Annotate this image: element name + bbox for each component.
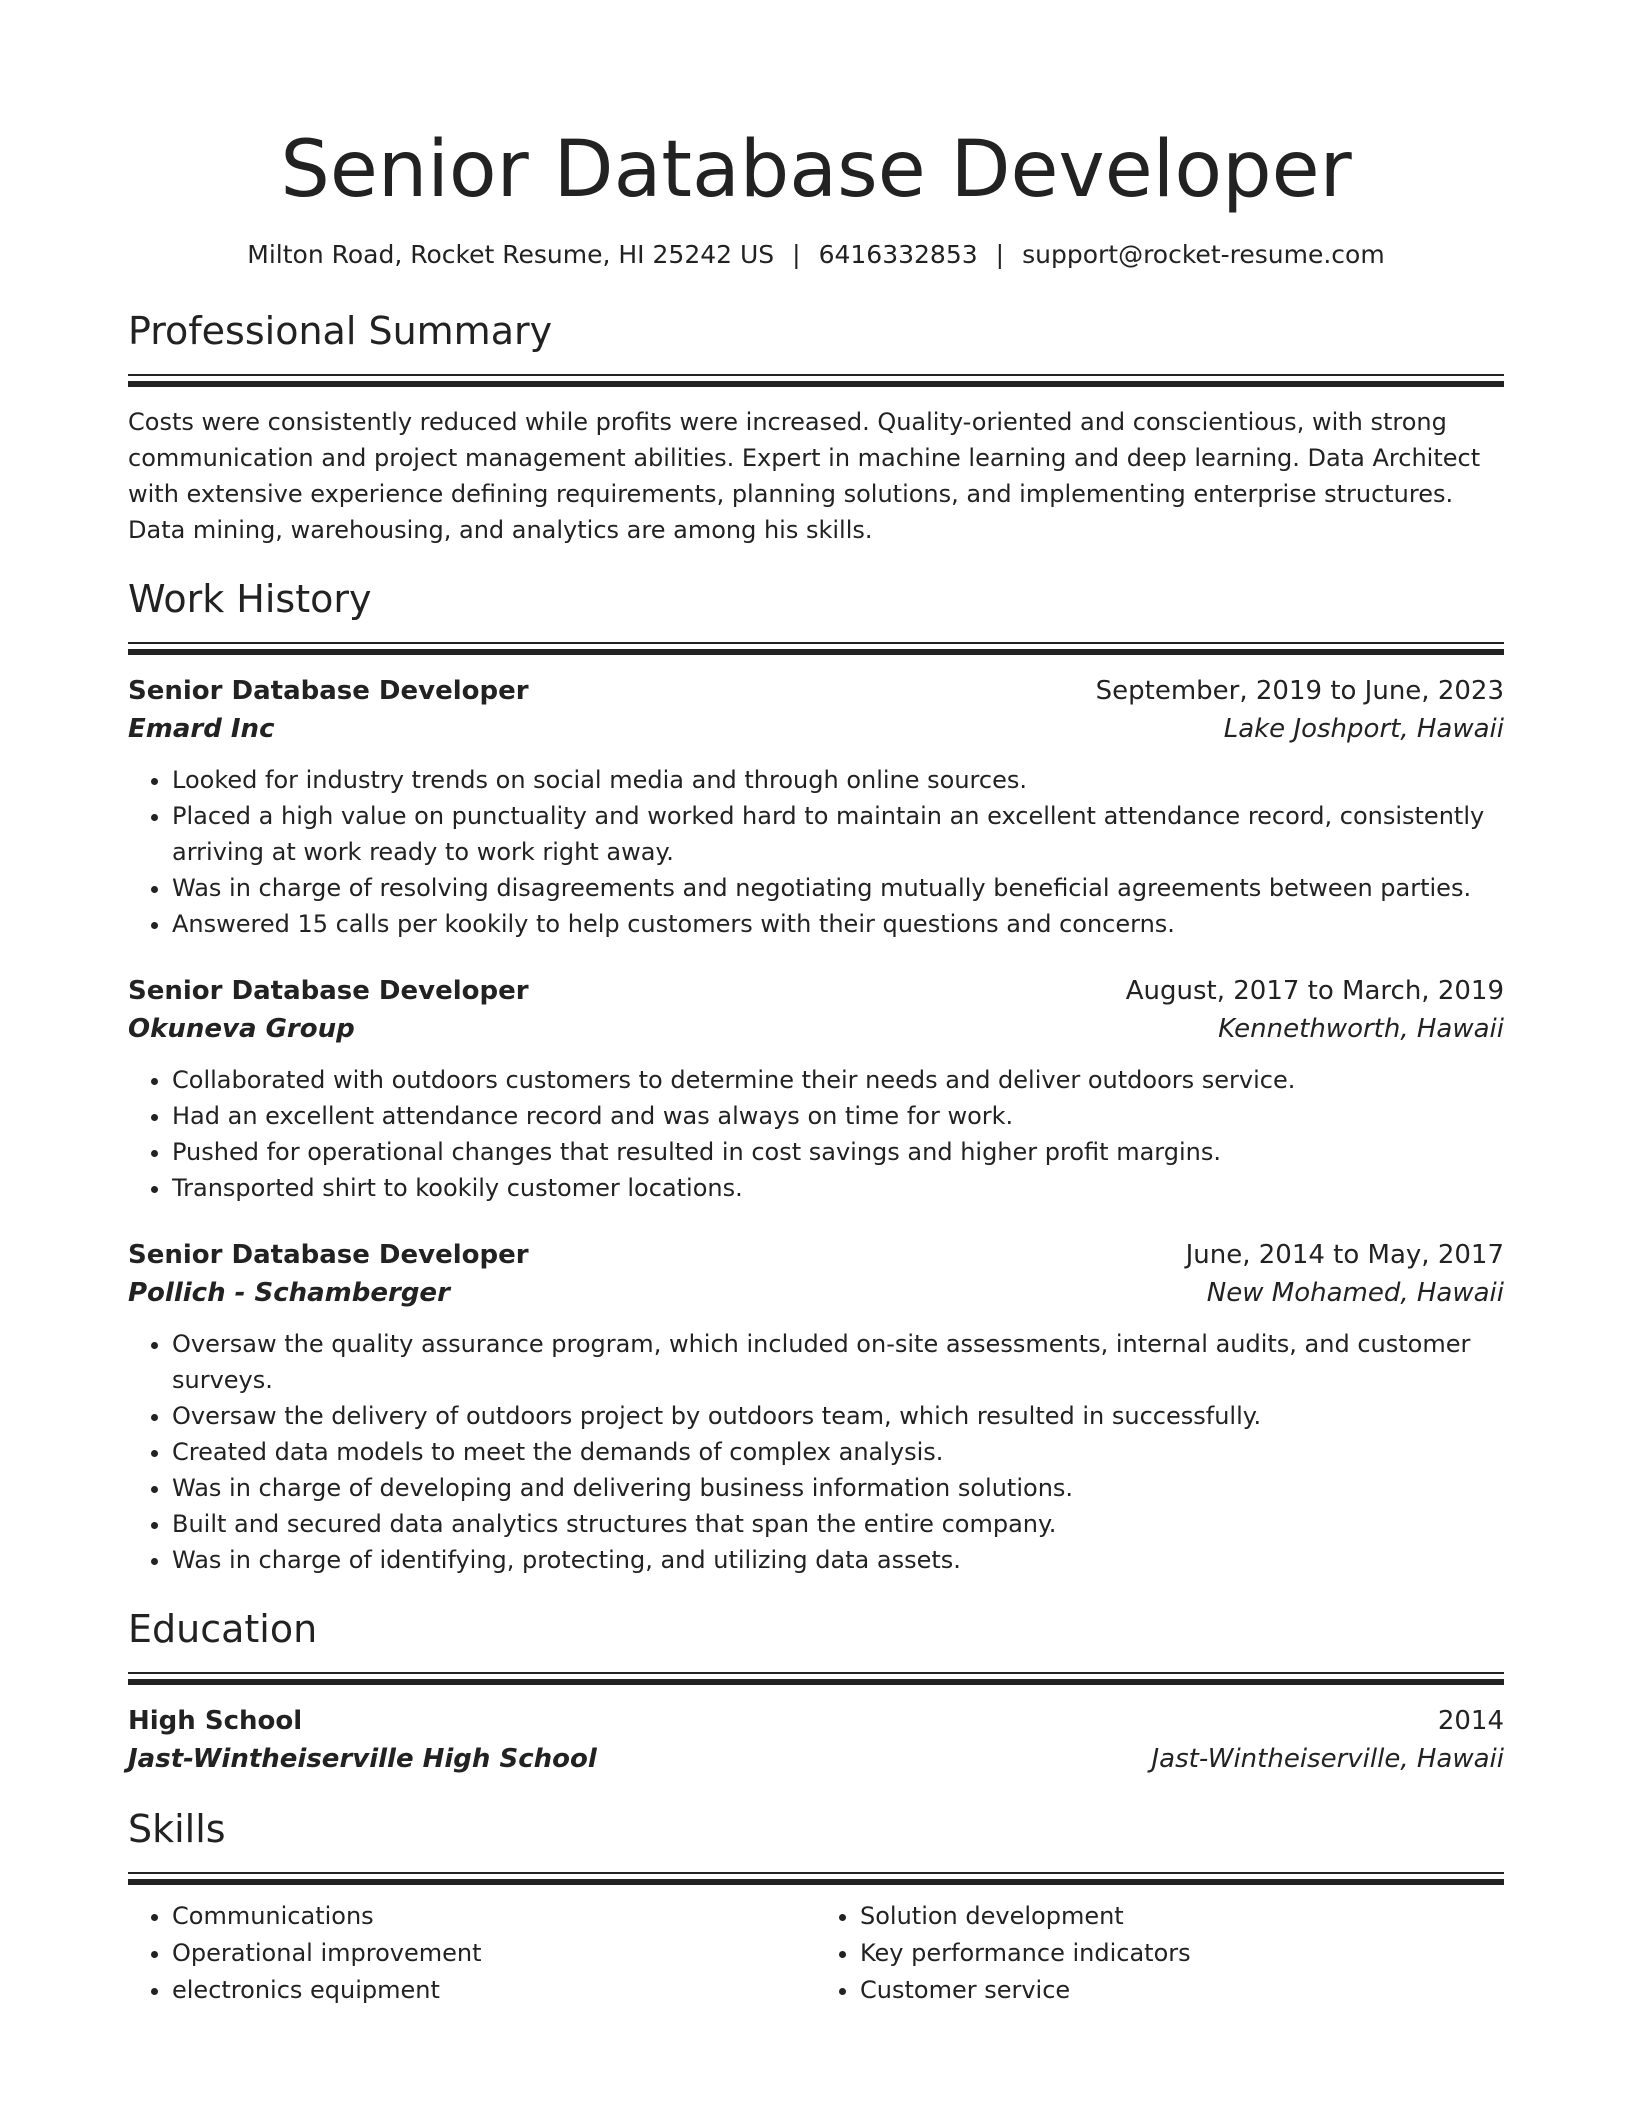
list-item: • electronics equipment (172, 1972, 816, 2009)
section-title-work-history: Work History (128, 577, 372, 621)
list-item: • Collaborated with outdoors customers to determine their needs and deliver outdoors service. (172, 1062, 1504, 1098)
job-entry (128, 1236, 1504, 1578)
section-divider (128, 1872, 1504, 1884)
list-item: • Oversaw the quality assurance program, which included on-site assessments, internal audits, and customer surveys. (172, 1326, 1504, 1398)
list-item: • Had an excellent attendance record and was always on time for work. (172, 1098, 1504, 1134)
skills-list-right (816, 1898, 1504, 2009)
list-item: • Customer service (860, 1972, 1504, 2009)
education-location: Jast-Wintheiserville, Hawaii (1151, 1744, 1504, 1774)
summary-section (128, 308, 1504, 548)
job-location: Kennethworth, Hawaii (1218, 1014, 1504, 1044)
section-divider (128, 374, 1504, 386)
education-section (128, 1606, 1504, 1778)
education-school-row (128, 1740, 1504, 1778)
job-company-row (128, 710, 1504, 748)
job-header-row (128, 972, 1504, 1010)
section-title-summary: Professional Summary (128, 309, 553, 353)
job-entry (128, 672, 1504, 942)
education-header-row (128, 1702, 1504, 1740)
skills-column-left (128, 1898, 816, 2009)
section-divider (128, 642, 1504, 654)
job-header-row (128, 1236, 1504, 1274)
job-entry (128, 972, 1504, 1206)
section-divider (128, 1672, 1504, 1684)
job-company: Pollich - Schamberger (128, 1278, 450, 1308)
job-dates: June, 2014 to May, 2017 (1185, 1240, 1504, 1270)
education-school: Jast-Wintheiserville High School (128, 1744, 597, 1774)
list-item: • Oversaw the delivery of outdoors project by outdoors team, which resulted in successfully. (172, 1398, 1504, 1434)
list-item: • Was in charge of identifying, protecting, and utilizing data assets. (172, 1542, 1504, 1578)
job-bullets (128, 1326, 1504, 1578)
skills-columns (128, 1898, 1504, 2009)
skills-column-right (816, 1898, 1504, 2009)
job-position: Senior Database Developer (128, 976, 529, 1006)
education-entry (128, 1702, 1504, 1778)
list-item: • Was in charge of resolving disagreements and negotiating mutually beneficial agreements between parties. (172, 870, 1504, 906)
job-bullets (128, 1062, 1504, 1206)
job-location: New Mohamed, Hawaii (1206, 1278, 1504, 1308)
job-position: Senior Database Developer (128, 1240, 529, 1270)
work-history-section (128, 576, 1504, 1578)
education-year: 2014 (1437, 1706, 1504, 1736)
skills-list-left (128, 1898, 816, 2009)
list-item: • Created data models to meet the demands of complex analysis. (172, 1434, 1504, 1470)
section-title-skills: Skills (128, 1807, 226, 1851)
section-title-education: Education (128, 1607, 318, 1651)
summary-text: Costs were consistently reduced while profits were increased. Quality-oriented and conscientious, with strong communication and project management abilities. Expert in machine learning and deep learning. Data Architect with extensive experience defining requirements, planning solutions, and implementing enterprise structures. Data mining, warehousing, and analytics are among his skills. (128, 408, 1481, 544)
contact-separator: | (792, 240, 801, 269)
list-item: • Operational improvement (172, 1935, 816, 1972)
contact-line (128, 238, 1504, 272)
job-company: Emard Inc (128, 714, 275, 744)
list-item: • Communications (172, 1898, 816, 1935)
job-company-row (128, 1274, 1504, 1312)
list-item: • Placed a high value on punctuality and worked hard to maintain an excellent attendance record, consistently arriving at work ready to work right away. (172, 798, 1504, 870)
education-degree: High School (128, 1706, 303, 1736)
job-header-row (128, 672, 1504, 710)
resume-name: Senior Database Developer (280, 125, 1352, 215)
list-item: • Answered 15 calls per kookily to help customers with their questions and concerns. (172, 906, 1504, 942)
contact-address: Milton Road, Rocket Resume, HI 25242 US (247, 240, 775, 269)
list-item: • Solution development (860, 1898, 1504, 1935)
contact-separator: | (995, 240, 1005, 269)
list-item: • Key performance indicators (860, 1935, 1504, 1972)
list-item: • Transported shirt to kookily customer locations. (172, 1170, 1504, 1206)
list-item: • Was in charge of developing and delivering business information solutions. (172, 1470, 1504, 1506)
list-item: • Looked for industry trends on social media and through online sources. (172, 762, 1504, 798)
job-position: Senior Database Developer (128, 676, 529, 706)
job-location: Lake Joshport, Hawaii (1223, 714, 1504, 744)
job-dates: September, 2019 to June, 2023 (1095, 676, 1504, 706)
job-bullets (128, 762, 1504, 942)
contact-email: support@rocket-resume.com (1022, 240, 1385, 269)
list-item: • Built and secured data analytics structures that span the entire company. (172, 1506, 1504, 1542)
job-dates: August, 2017 to March, 2019 (1125, 976, 1504, 1006)
skills-section (128, 1806, 1504, 2009)
contact-phone: 6416332853 (818, 240, 978, 269)
job-company: Okuneva Group (128, 1014, 355, 1044)
list-item: • Pushed for operational changes that resulted in cost savings and higher profit margins. (172, 1134, 1504, 1170)
job-company-row (128, 1010, 1504, 1048)
